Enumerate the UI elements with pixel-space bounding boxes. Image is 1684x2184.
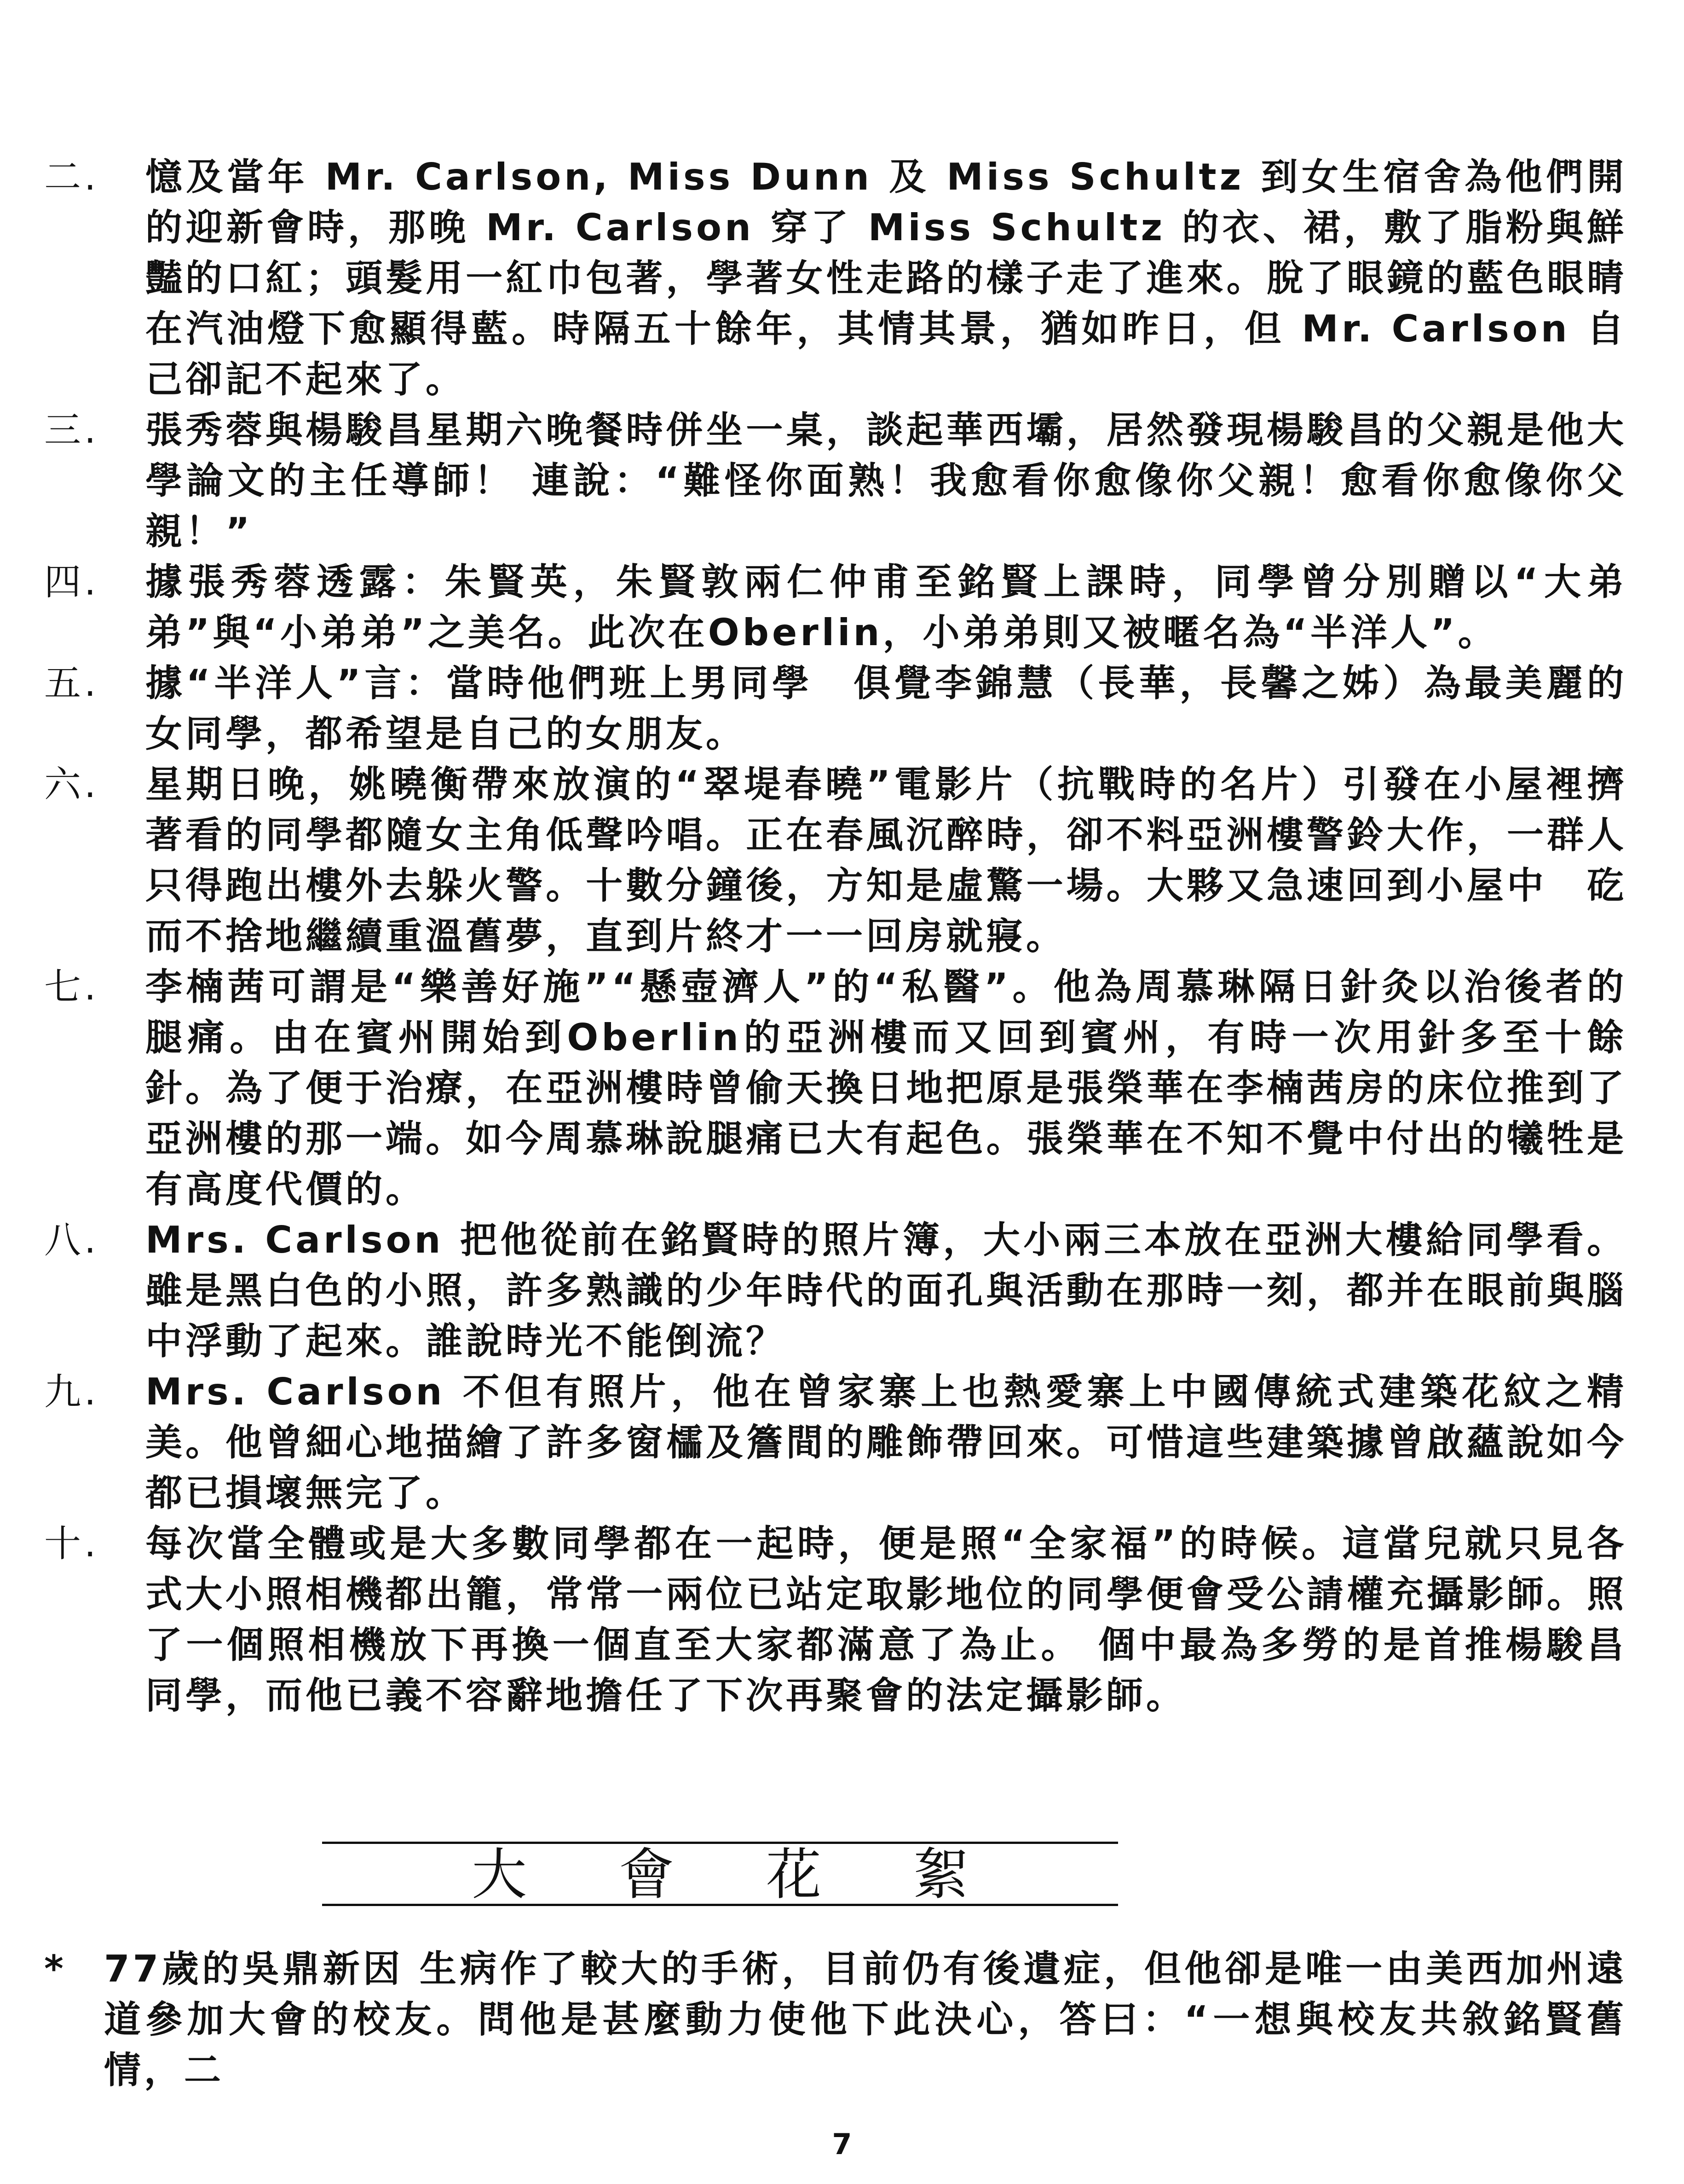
list-item (44, 658, 1627, 759)
item-number: 四. (44, 560, 99, 603)
item-number: 二. (44, 156, 99, 198)
section-heading: 大會花絮 (472, 1843, 1061, 1907)
item-number: 九. (44, 1370, 99, 1413)
page-number: 7 (832, 2127, 852, 2161)
item-text: 星期日晚，姚曉衡帶來放演的“翠堤春曉”電影片（抗戰時的名片）引發在小屋裡擠著看的同學都隨女主角低聲吟唱。正在春風沉醉時，卻不料亞洲樓警鈴大作，一群人只得跑出樓外去躲火警。十數分鐘後，方知是虛驚一場。大夥又急速回到小屋中 矻而不捨地繼續重溫舊夢，直到片終才一一回房就寢。 (145, 763, 1627, 958)
item-text: 張秀蓉與楊駿昌星期六晚餐時併坐一桌，談起華西壩，居然發現楊駿昌的父親是他大學論文的主任導師！ 連說：“難怪你面熟！我愈看你愈像你父親！愈看你愈像你父親！” (145, 409, 1627, 553)
item-text: 每次當全體或是大多數同學都在一起時，便是照“全家福”的時候。這當兒就只見各式大小照相機都出籠，常常一兩位已站定取影地位的同學便會受公請權充攝影師。照了一個照相機放下再換一個直至大家都滿意了為止。 個中最為多勞的是首推楊駿昌同學，而他已義不容辭地擔任了下次再聚會的法定攝影師。 (145, 1522, 1627, 1717)
list-item (44, 759, 1627, 962)
list-item (44, 1519, 1627, 1721)
item-text: 憶及當年 Mr. Carlson, Miss Dunn 及 Miss Schultz 到女生宿舍為他們開的迎新會時，那晚 Mr. Carlson 穿了 Miss Schultz 的衣、裙，敷了脂粉與鮮豔的口紅；頭髮用一紅巾包著，學著女性走路的樣子走了進來。脫了眼鏡的藍色眼睛在汽油燈下愈顯得藍。時隔五十餘年，其情其景，猶如昨日，但 Mr. Carlson 自己卻記不起來了。 (145, 156, 1627, 401)
item-number: 十. (44, 1522, 99, 1565)
section-heading-block (322, 1842, 1118, 1906)
list-item (44, 1215, 1627, 1367)
list-item (44, 1367, 1627, 1519)
item-text: 據張秀蓉透露：朱賢英，朱賢敦兩仁仲甫至銘賢上課時，同學曾分別贈以“大弟弟”與“小弟弟”之美名。此次在Oberlin，小弟弟則又被暱名為“半洋人”。 (145, 560, 1627, 654)
heading-bottom-rule (322, 1904, 1118, 1906)
item-text: 據“半洋人”言：當時他們班上男同學 俱覺李錦慧（長華，長馨之姊）為最美麗的女同學，都希望是自己的女朋友。 (145, 662, 1627, 755)
item-text: 李楠茜可謂是“樂善好施”“懸壺濟人”的“私醫”。他為周慕琳隔日針灸以治後者的腿痛。由在賓州開始到Oberlin的亞洲樓而又回到賓州，有時一次用針多至十餘針。為了便于治療，在亞洲樓時曾偷天換日地把原是張榮華在李楠茜房的床位推到了亞洲樓的那一端。如今周慕琳說腿痛已大有起色。張榮華在不知不覺中付出的犧牲是有高度代價的。 (145, 965, 1627, 1211)
anecdote-list (44, 152, 1627, 1721)
item-text: Mrs. Carlson 把他從前在銘賢時的照片簿，大小兩三本放在亞洲大樓給同學看。雖是黑白色的小照，許多熟識的少年時代的面孔與活動在那時一刻，都并在眼前與腦中浮動了起來。誰說時光不能倒流？ (145, 1219, 1627, 1363)
note-text: 77歲的吳鼎新因 生病作了較大的手術，目前仍有後遺症，但他卻是唯一由美西加州遠道參加大會的校友。問他是甚麼動力使他下此決心，答曰：“一想與校友共敘銘賢舊情，二 (104, 1947, 1627, 2092)
list-item (44, 405, 1627, 557)
item-number: 五. (44, 662, 99, 705)
item-number: 七. (44, 965, 99, 1008)
list-item (44, 962, 1627, 1215)
item-number: 八. (44, 1219, 99, 1261)
note-bullet: * (44, 1947, 67, 1990)
list-item (44, 152, 1627, 405)
item-number: 三. (44, 409, 99, 451)
note-paragraph (44, 1944, 1627, 2096)
item-number: 六. (44, 763, 99, 806)
list-item (44, 557, 1627, 658)
item-text: Mrs. Carlson 不但有照片，他在曾家寨上也熱愛寨上中國傳統式建築花紋之精美。他曾細心地描繪了許多窗櫺及簷間的雕飾帶回來。可惜這些建築據曾啟蘊說如今都已損壞無完了。 (145, 1370, 1627, 1514)
